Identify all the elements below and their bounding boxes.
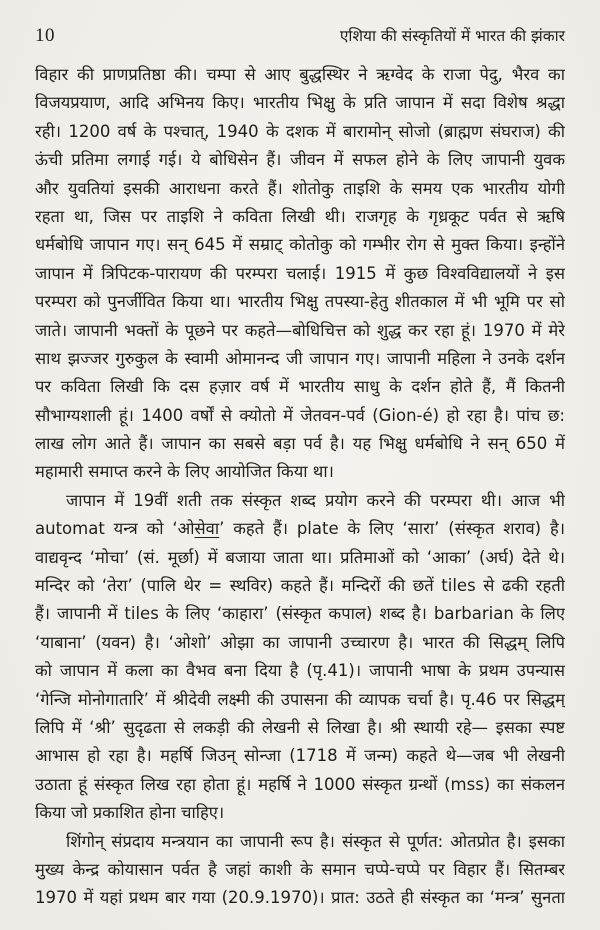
text-line: महामारी समाप्त करने के लिए आयोजित किया था। <box>35 462 334 482</box>
text-line: साथ झज्जर गुरुकुल के स्वामी ओमानन्द जी जापान गए। जापानी महिला ने उनके दर्शन <box>35 348 565 368</box>
text-line: और युवतियां इसकी आराधना करते हैं। शोतोकु ताइशि के समय एक भारतीय योगी <box>35 178 565 198</box>
text-line: सौभाग्यशाली हूं। 1400 वर्षों से क्योतो में जेतवन-पर्व (Gion-é) हो रहा है। पांच छ: <box>35 405 565 425</box>
text-line: ऊंची प्रतिमा लगाई गई। ये बोधिसेन हैं। जीवन में सफल होने के लिए जापानी युवक <box>35 150 565 170</box>
text-line: automat यन्त्र को ‘ओसेवा’ कहते हैं। plate के लिए ‘सारा’ (संस्कृत शराव) है। <box>35 519 565 539</box>
running-title: एशिया की संस्कृतियों में भारत की झंकार <box>339 27 565 45</box>
text-line: लाख लोग आते हैं। जापान का सबसे बड़ा पर्व है। यह भिक्षु धर्मबोधि ने सन् 650 में <box>35 434 565 454</box>
text-line: जाते। जापानी भक्तों के पूछने पर कहते—बोधिचित्त को शुद्ध कर रहा हूं। 1970 में मेरे <box>35 320 565 340</box>
text-line: ‘गेन्जि मोनोगातारि’ में श्रीदेवी लक्ष्मी की उपासना की व्यापक चर्चा है। पृ.46 पर सिद्धम् <box>35 689 565 709</box>
text-line: किया जो प्रकाशित होना चाहिए। <box>35 803 225 823</box>
text-line: ‘याबाना’ (यवन) है। ‘ओशो’ ओझा का जापानी उच्चारण है। भारत की सिद्धम् लिपि <box>35 632 565 652</box>
text-line: विजयप्रयाण, आदि अभिनय किए। भारतीय भिक्षु के प्रति जापान में सदा विशेष श्रद्धा <box>35 93 565 113</box>
page-header <box>35 24 565 50</box>
text-line: उठाता हूं संस्कृत लिख रहा होता हूं। महर्षि ने 1000 संस्कृत ग्रन्थों (mss) का संकलन <box>35 774 565 794</box>
text-line: शिंगोन् संप्रदाय मन्त्रयान का जापानी रूप है। संस्कृत से पूर्णत: ओतप्रोत है। इसका <box>66 831 565 851</box>
text-line: वाद्यवृन्द ‘मोचा’ (सं. मूर्छा) में बजाया जाता था। प्रतिमाओं को ‘आका’ (अर्घ) देते थे। <box>35 547 565 567</box>
text-line: हैं। जापानी में tiles के लिए ‘काहारा’ (संस्कृत कपाल) शब्द है। barbarian के लिए <box>35 604 565 624</box>
text-line: को जापान में कला का वैभव बना दिया है (पृ.41)। जापानी भाषा के प्रथम उपन्यास <box>35 661 565 681</box>
text-line: मन्दिर को ‘तेरा’ (पालि थेर = स्थविर) कहते हैं। मन्दिरों की छतें tiles से ढकी रहती <box>35 576 565 596</box>
text-line: जापान में 19वीं शती तक संस्कृत शब्द प्रयोग करने की परम्परा थी। आज भी <box>66 490 565 510</box>
paragraph <box>35 828 565 913</box>
text-line: परम्परा को पुनर्जीवित किया था। भारतीय भिक्षु तपस्या-हेतु शीतकाल में भी भूमि पर सो <box>35 292 565 312</box>
text-line: पर कविता लिखी कि दस हज़ार वर्ष में भारतीय साधु के दर्शन होते हैं, मैं कितनी <box>35 377 565 397</box>
text-line: धर्मबोधि जापान गए। सन् 645 में सम्राट् कोतोकु को गम्भीर रोग से मुक्त किया। इन्होंने <box>35 235 565 255</box>
text-line: 1970 में यहां प्रथम बार गया (20.9.1970)। प्रात: उठते ही संस्कृत का ‘मन्त्र’ सुनता <box>35 888 565 908</box>
text-line: जापान में त्रिपिटक-पारायण की परम्परा चलाई। 1915 में कुछ विश्वविद्यालयों ने इस <box>35 263 565 283</box>
text-line: रहता था, जिस पर ताइशि ने कविता लिखी थी। राजगृह के गृध्रकूट पर्वत से ऋषि <box>35 206 565 226</box>
text-line: लिपि में ‘श्री’ सुदृढता से लकड़ी की लेखनी से लिखा है। श्री स्थायी रहे— इसका स्पष्ट <box>35 717 565 737</box>
text-line: आभास हो रहा है। महर्षि जिउन् सोन्जा (1718 में जन्म) कहते थे—जब भी लेखनी <box>35 746 565 766</box>
paragraph <box>35 487 565 828</box>
text-line: विहार की प्राणप्रतिष्ठा की। चम्पा से आए बुद्धस्थिर ने ऋग्वेद के राजा पेदु, भैरव का <box>35 65 565 84</box>
paragraph <box>35 61 565 487</box>
text-line: रही। 1200 वर्ष के पश्चात्, 1940 के दशक में बारामोन् सोजो (ब्राह्मण संघराज) की <box>35 121 565 141</box>
body-text <box>35 61 565 913</box>
page-number: 10 <box>35 25 55 46</box>
text-line: मुख्य केन्द्र कोयासान पर्वत है जहां काशी के समान चप्पे-चप्पे पर विहार हैं। सितम्बर <box>35 859 565 879</box>
